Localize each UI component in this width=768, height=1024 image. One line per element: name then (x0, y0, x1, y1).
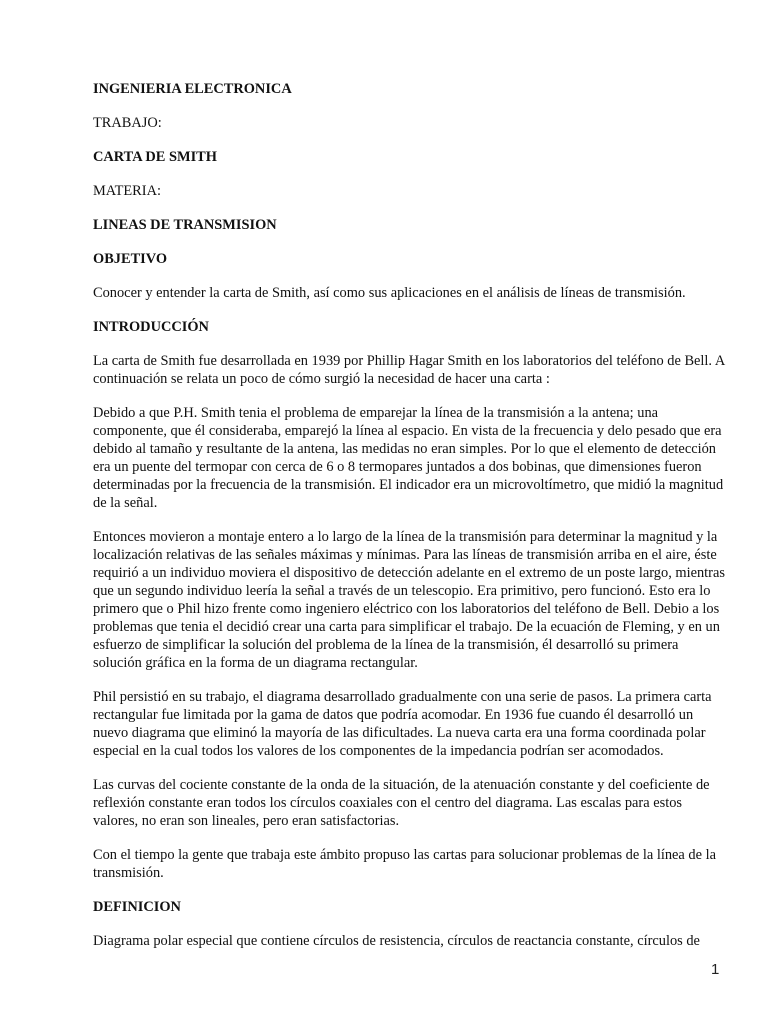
work-label: TRABAJO: (93, 115, 162, 131)
introduction-paragraph-6: Con el tiempo la gente que trabaja este ámbito propuso las cartas para solucionar problemas de la línea de la transmisión. (93, 847, 716, 881)
introduction-paragraph-1: La carta de Smith fue desarrollada en 1939 por Phillip Hagar Smith en los laboratorios del teléfono de Bell. A continuación se relata un poco de cómo surgió la necesidad de hacer una carta : (93, 353, 725, 387)
subject-label: MATERIA: (93, 183, 161, 199)
subject-title: LINEAS DE TRANSMISION (93, 217, 277, 233)
introduction-paragraph-5: Las curvas del cociente constante de la onda de la situación, de la atenuación constante y del coeficiente de reflexión constante eran todos los círculos coaxiales con el centro del diagrama. Las escalas para estos valores, no eran son lineales, pero eran satisfactorias. (93, 777, 710, 829)
introduction-paragraph-4: Phil persistió en su trabajo, el diagrama desarrollado gradualmente con una serie de pasos. La primera carta rectangular fue limitada por la gama de datos que podría acomodar. En 1936 fue cuando él desarrolló un nuevo diagrama que eliminó la mayoría de las dificultades. La nueva carta era una forma coordinada polar especial en la cual todos los valores de los componentes de la impedancia podrían ser acomodados. (93, 689, 712, 759)
work-title: CARTA DE SMITH (93, 149, 217, 165)
page-number: 1 (711, 961, 720, 978)
program-heading: INGENIERIA ELECTRONICA (93, 81, 292, 97)
objective-paragraph: Conocer y entender la carta de Smith, así como sus aplicaciones en el análisis de líneas de transmisión. (93, 285, 686, 301)
introduction-heading: INTRODUCCIÓN (93, 319, 209, 335)
objective-heading: OBJETIVO (93, 251, 168, 267)
introduction-paragraph-2: Debido a que P.H. Smith tenia el problema de emparejar la línea de la transmisión a la antena; una componente, que él consideraba, emparejó la línea al espacio. En vista de la frecuencia y delo pesado que era debido al tamaño y resultante de la antena, las medidas no eran simples. Por lo que el elemento de detección era un puente del termopar con cerca de 6 o 8 termopares juntados a dos bobinas, que dimensiones fueron determinadas por la frecuencia de la transmisión. El indicador era un microvoltímetro, que midió la magnitud de la señal. (93, 405, 724, 511)
document-page (93, 80, 729, 950)
definition-heading: DEFINICION (93, 899, 181, 915)
definition-paragraph: Diagrama polar especial que contiene círculos de resistencia, círculos de reactancia constante, círculos de (93, 933, 700, 949)
introduction-paragraph-3: Entonces movieron a montaje entero a lo largo de la línea de la transmisión para determinar la magnitud y la localización relativas de las señales máximas y mínimas. Para las líneas de transmisión arriba en el aire, éste requirió a un individuo moviera el dispositivo de detección adelante en el extremo de un poste largo, mientras que un segundo individuo leería la señal a través de un telescopio. Era primitivo, pero funcionó. Esto era lo primero que o Phil hizo frente como ingeniero eléctrico con los laboratorios del teléfono de Bell. Debio a los problemas que tenia el decidió crear una carta para simplificar el trabajo. De la ecuación de Fleming, y en un esfuerzo de simplificar la solución del problema de la línea de la transmisión, él desarrolló su primera solución gráfica en la forma de un diagrama rectangular. (93, 529, 725, 671)
